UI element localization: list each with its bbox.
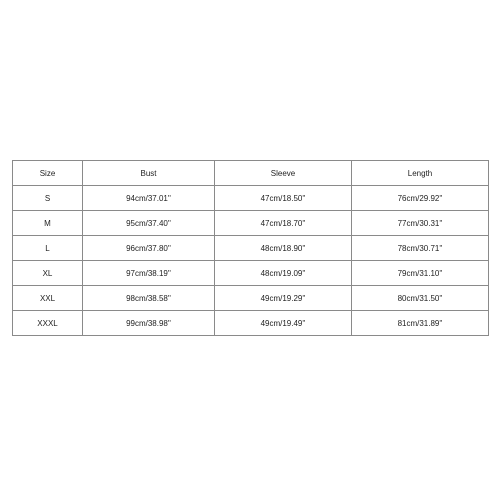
size-cell: L: [13, 236, 83, 261]
bust-cell: 97cm/38.19'': [83, 261, 215, 286]
header-bust: Bust: [83, 161, 215, 186]
header-length: Length: [352, 161, 489, 186]
bust-cell: 98cm/38.58'': [83, 286, 215, 311]
sleeve-cell: 49cm/19.49'': [215, 311, 352, 336]
header-size: Size: [13, 161, 83, 186]
length-cell: 76cm/29.92'': [352, 186, 489, 211]
header-sleeve: Sleeve: [215, 161, 352, 186]
bust-cell: 96cm/37.80'': [83, 236, 215, 261]
size-cell: XL: [13, 261, 83, 286]
length-cell: 79cm/31.10'': [352, 261, 489, 286]
table-row: [13, 186, 489, 211]
bust-cell: 94cm/37.01'': [83, 186, 215, 211]
bust-cell: 95cm/37.40'': [83, 211, 215, 236]
size-cell: S: [13, 186, 83, 211]
header-row: [13, 161, 489, 186]
sleeve-cell: 48cm/19.09'': [215, 261, 352, 286]
sleeve-cell: 47cm/18.70'': [215, 211, 352, 236]
size-cell: XXL: [13, 286, 83, 311]
sleeve-cell: 47cm/18.50'': [215, 186, 352, 211]
table-row: [13, 311, 489, 336]
bust-cell: 99cm/38.98'': [83, 311, 215, 336]
size-chart-table: [12, 160, 489, 336]
size-cell: XXXL: [13, 311, 83, 336]
table-row: [13, 286, 489, 311]
length-cell: 81cm/31.89'': [352, 311, 489, 336]
size-cell: M: [13, 211, 83, 236]
length-cell: 78cm/30.71'': [352, 236, 489, 261]
table-row: [13, 236, 489, 261]
table-row: [13, 261, 489, 286]
length-cell: 80cm/31.50'': [352, 286, 489, 311]
sleeve-cell: 48cm/18.90'': [215, 236, 352, 261]
sleeve-cell: 49cm/19.29'': [215, 286, 352, 311]
table-row: [13, 211, 489, 236]
length-cell: 77cm/30.31'': [352, 211, 489, 236]
